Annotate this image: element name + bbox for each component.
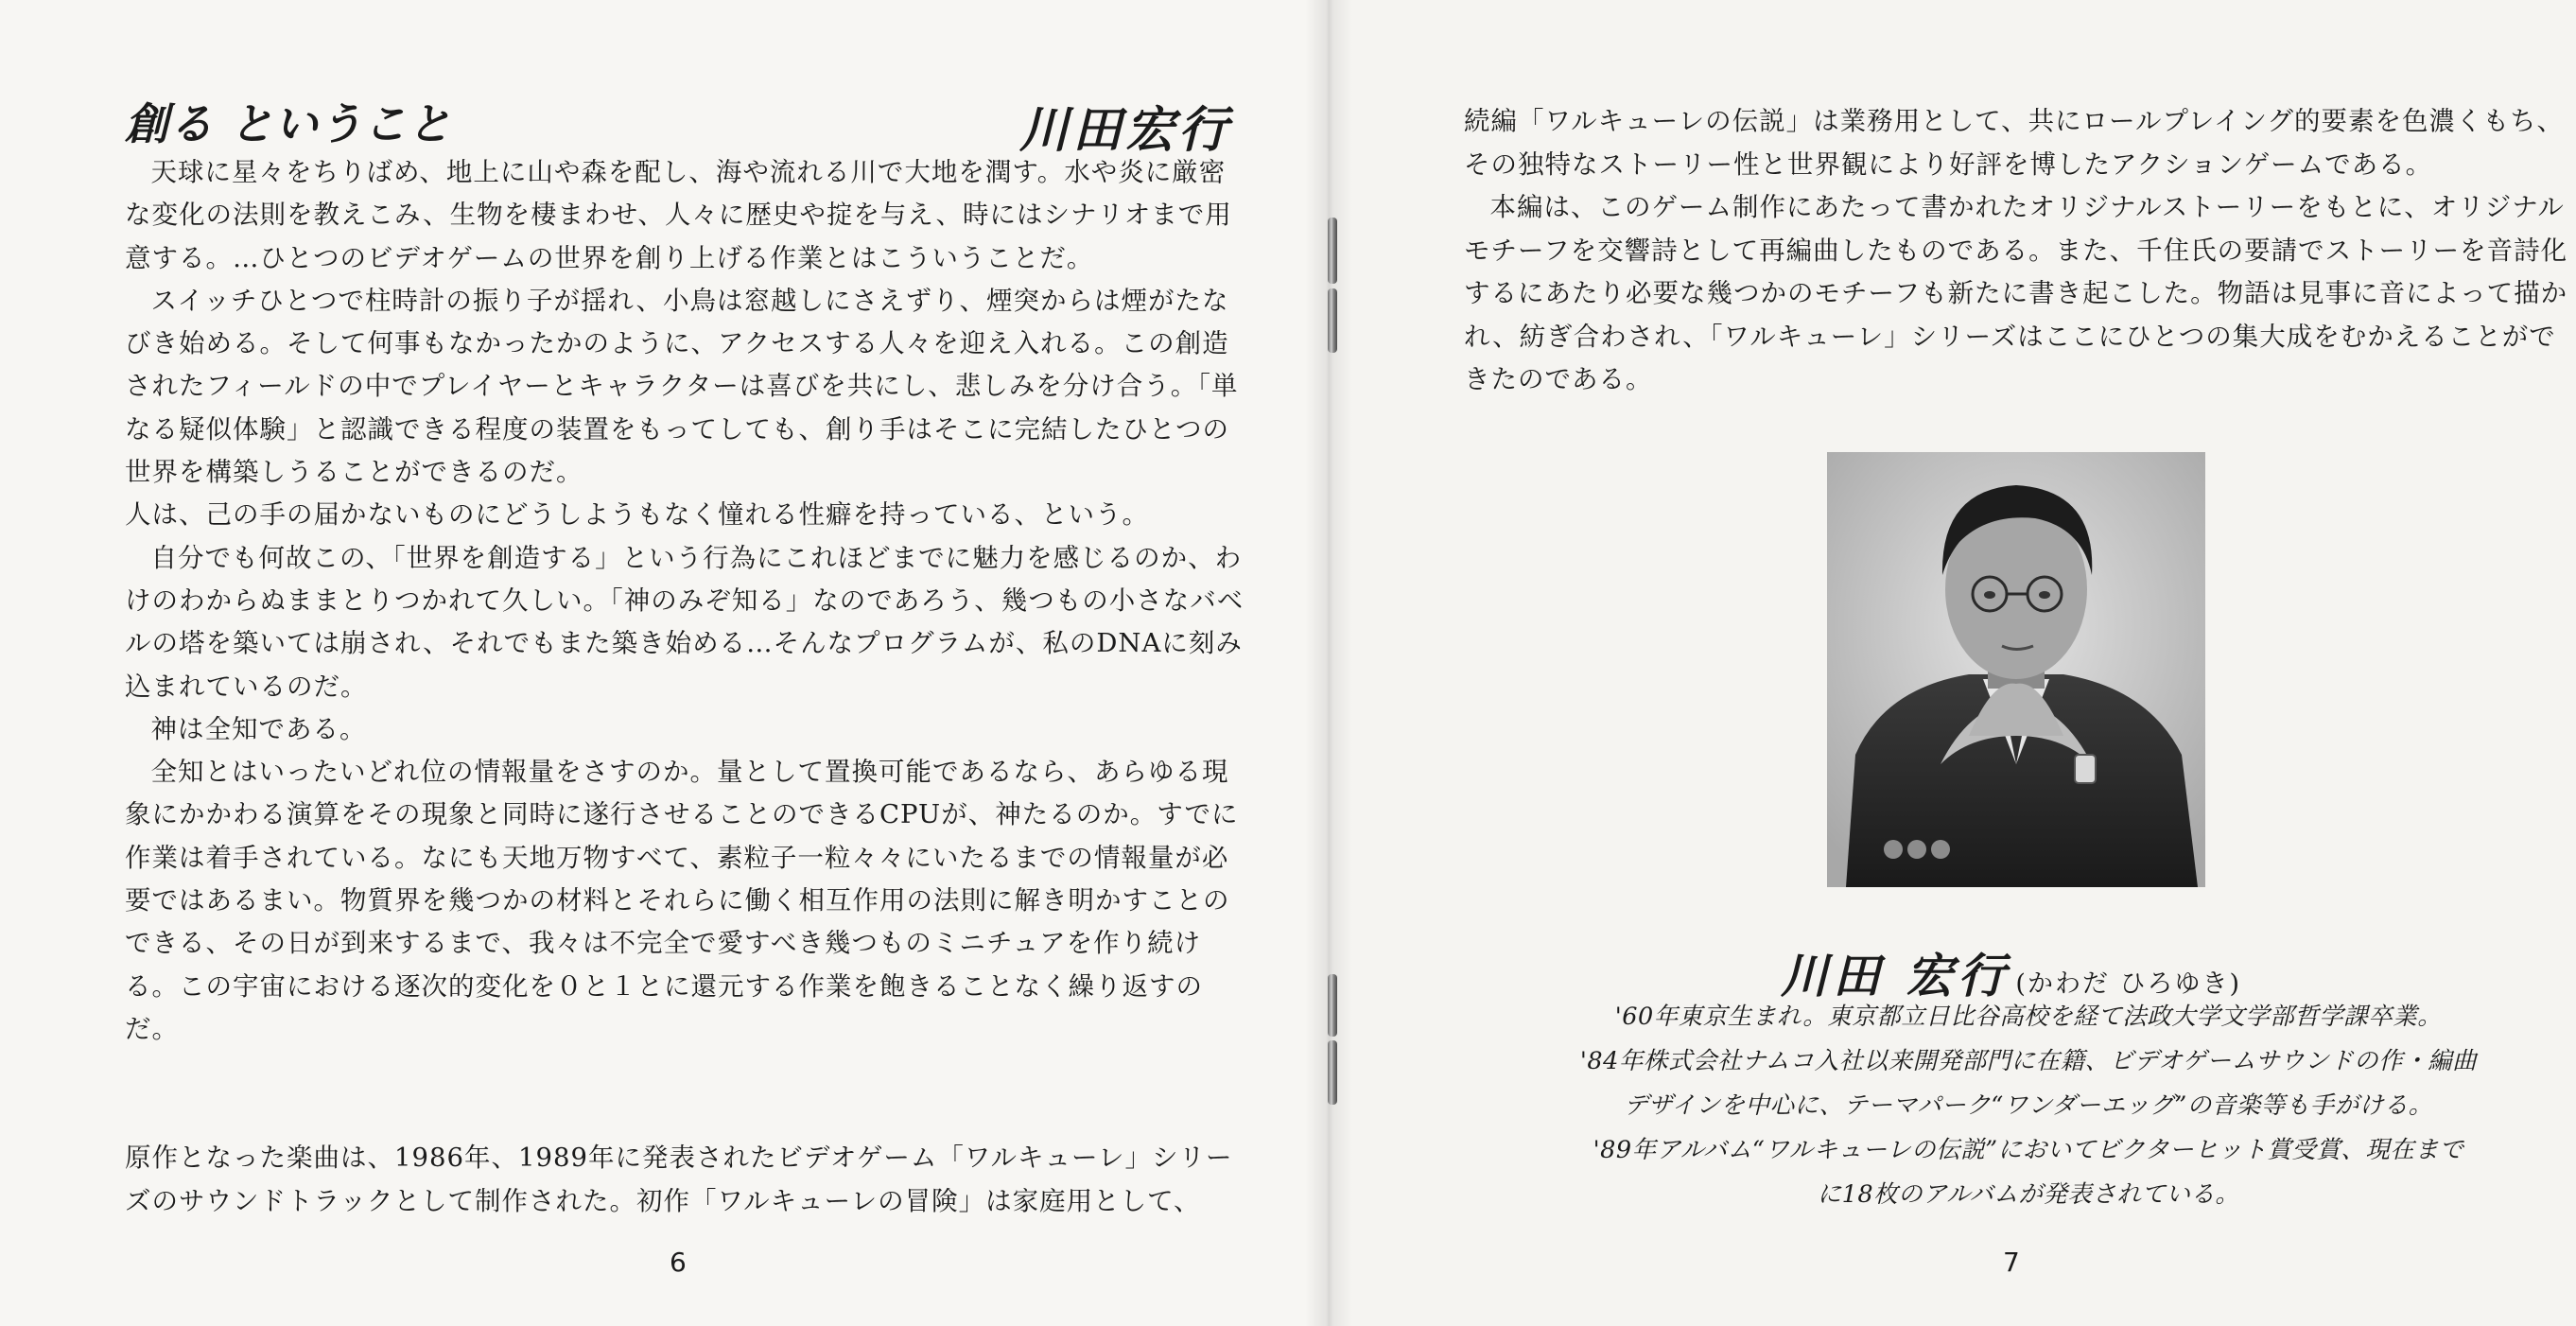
bio-reading: (かわだ ひろゆき) bbox=[2015, 969, 2242, 999]
essay-body bbox=[125, 151, 1250, 1223]
closing-paragraph: 原作となった楽曲は、1986年、1989年に発表されたビデオゲーム「ワルキューレ」シリーズのサウンドトラックとして制作された。初作「ワルキューレの冒険」は家庭用として、 bbox=[125, 1143, 1233, 1216]
essay-header bbox=[125, 90, 1231, 159]
bio-text bbox=[1513, 995, 2544, 1217]
essay-paragraph: 天球に星々をちりばめ、地上に山や森を配し、海や流れる川で大地を潤す。水や炎に厳密な変化の法則を教えこみ、生物を棲まわせ、人々に歴史や掟を与え、時にはシナリオまで用意する。…ひとつのビデオゲームの世界を創り上げる作業とはこういうことだ。 bbox=[125, 157, 1232, 273]
page-number: 7 bbox=[2003, 1247, 2020, 1278]
bio-line: '60年東京生まれ。東京都立日比谷高校を経て法政大学文学部哲学課卒業。 bbox=[1614, 1003, 2443, 1031]
staple bbox=[1328, 1040, 1337, 1105]
bio-header bbox=[1781, 938, 2272, 1003]
staple bbox=[1328, 288, 1337, 353]
bio-line: デザインを中心に、テーマパーク“ワンダーエッグ”の音楽等も手がける。 bbox=[1624, 1091, 2433, 1120]
book-gutter bbox=[1305, 0, 1352, 1326]
intro-paragraph: 本編は、このゲーム制作にあたって書かれたオリジナルストーリーをもとに、オリジナルモチーフを交響詩として再編曲したものである。また、千住氏の要請でストーリーを音詩化するにあたり必要な幾つかのモチーフも新たに書き起こした。物語は見事に音によって描かれ、紡ぎ合わされ、「ワルキューレ」シリーズはここにひとつの集大成をむかえることができたのである。 bbox=[1464, 192, 2568, 394]
essay-paragraph: 人は、己の手の届かないものにどうしようもなく憧れる性癖を持っている、という。 bbox=[125, 499, 1149, 531]
essay-author: 川田宏行 bbox=[1018, 101, 1231, 159]
essay-paragraph: 自分でも何故この、「世界を創造する」という行為にこれほどまでに魅力を感じるのか、わけのわからぬままとりつかれて久しい。「神のみぞ知る」なのであろう、幾つもの小さなバベルの塔を築いては崩され、それでもまた築き始める…そんなプログラムが、私のDNAに刻み込まれているのだ。 bbox=[125, 542, 1244, 702]
bio-line: '84年株式会社ナムコ入社以来開発部門に在籍、ビデオゲームサウンドの作・編曲 bbox=[1579, 1047, 2478, 1075]
bio-line: に18枚のアルバムが発表されている。 bbox=[1817, 1180, 2240, 1209]
author-portrait bbox=[1827, 452, 2205, 887]
intro-paragraph: 続編「ワルキューレの伝説」は業務用として、共にロールプレイング的要素を色濃くもち、その独特なストーリー性と世界観により好評を博したアクションゲームである。 bbox=[1464, 106, 2564, 180]
essay-paragraph: 全知とはいったいどれ位の情報量をさすのか。量として置換可能であるなら、あらゆる現象にかかわる演算をその現象と同時に遂行させることのできるCPUが、神たるのか。すでに作業は着手されている。なにも天地万物すべて、素粒子一粒々々にいたるまでの情報量が必要ではあるまい。物質界を幾つかの材料とそれらに働く相互作用の法則に解き明かすことのできる、その日が到来するまで、我々は不完全で愛すべき幾つものミニチュアを作り続ける。この宇宙における逐次的変化を０と１とに還元する作業を飽きることなく繰り返すのだ。 bbox=[125, 757, 1239, 1044]
essay-paragraph: スイッチひとつで柱時計の振り子が揺れ、小鳥は窓越しにさえずり、煙突からは煙がたなびき始める。そして何事もなかったかのように、アクセスする人々を迎え入れる。この創造されたフィールドの中でプレイヤーとキャラクターは喜びを共にし、悲しみを分け合う。「単なる疑似体験」と認識できる程度の装置をもってしても、創り手はそこに完結したひとつの世界を構築しうることができるのだ。 bbox=[125, 285, 1239, 488]
portrait-illustration bbox=[1827, 452, 2205, 887]
bio-line: '89年アルバム“ワルキューレの伝説”においてビクターヒット賞受賞、現在まで bbox=[1593, 1136, 2464, 1164]
intro-text bbox=[1464, 100, 2572, 402]
essay-title: 創る ということ bbox=[125, 98, 453, 149]
paragraph-gap bbox=[125, 1051, 1250, 1137]
page-number: 6 bbox=[670, 1247, 687, 1278]
staple bbox=[1328, 974, 1337, 1037]
bio-name: 川田 宏行 bbox=[1781, 948, 2010, 1003]
essay-paragraph: 神は全知である。 bbox=[150, 713, 367, 744]
staple bbox=[1328, 218, 1337, 284]
